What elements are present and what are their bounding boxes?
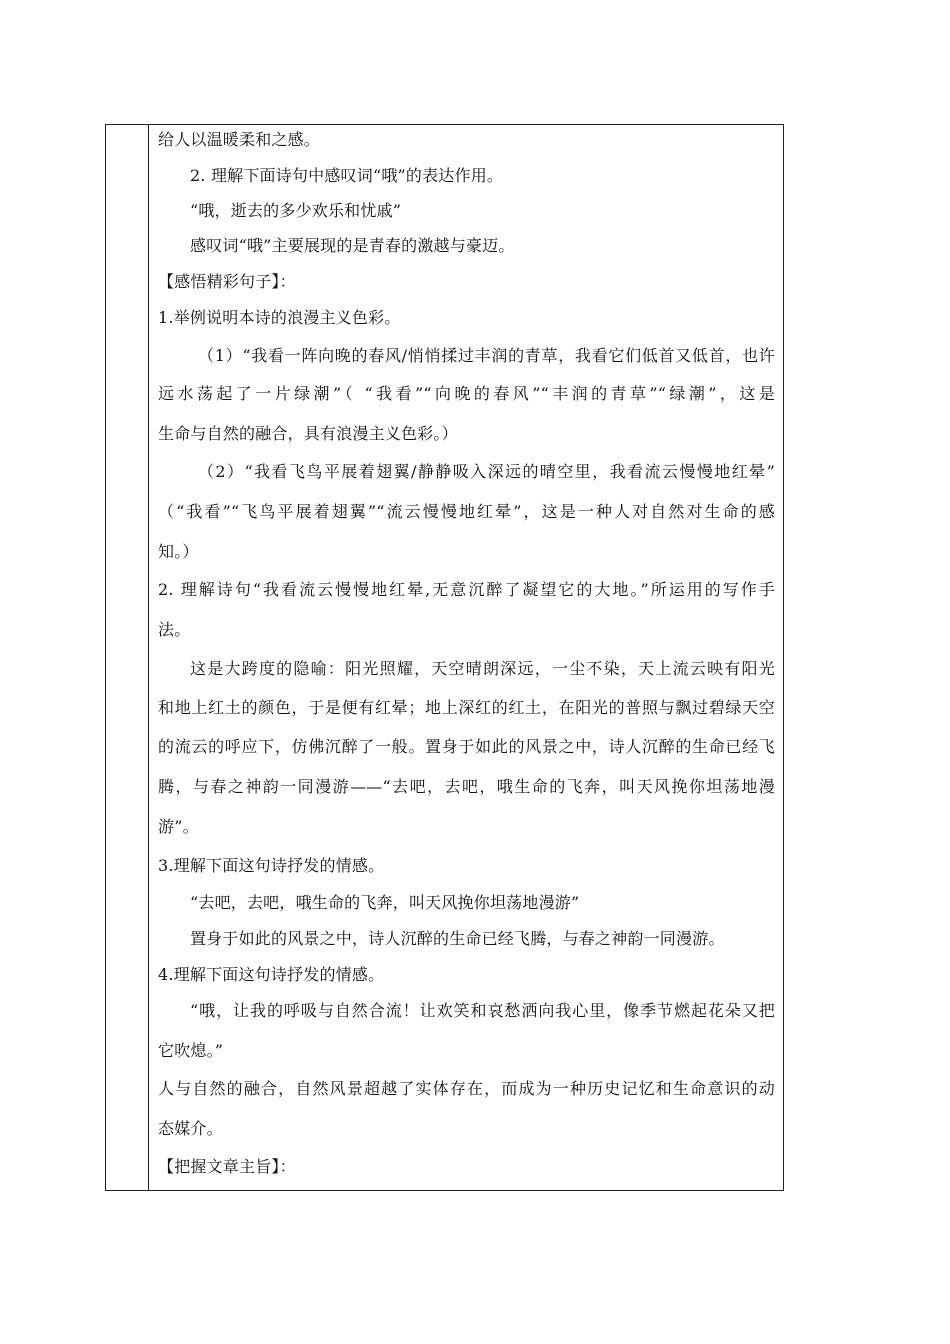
text-line: 人与自然的融合，自然风景超越了实体存在，而成为一种历史记忆和生命意识的动 (158, 1079, 775, 1098)
text-line: 知。） (158, 542, 199, 561)
text-line: 【把握文章主旨】： (158, 1157, 296, 1176)
text-line: 4.理解下面这句诗抒发的情感。 (158, 965, 385, 984)
text-line: 的流云的呼应下，仿佛沉醉了一般。置身于如此的风景之中，诗人沉醉的生命已经飞 (158, 737, 775, 756)
text-line: （2）“我看飞鸟平展着翅翼/静静吸入深远的晴空里，我看流云慢慢地红晕” (198, 462, 775, 481)
text-line: 感叹词“哦”主要展现的是青春的激越与豪迈。 (190, 236, 515, 255)
text-line: 远水荡起了一片绿潮”（ “我看”“向晚的春风”“丰润的青草”“绿潮”，这是 (158, 384, 775, 403)
text-line: 腾，与春之神韵一同漫游——“去吧，去吧，哦生命的飞奔，叫天风挽你坦荡地漫 (158, 777, 775, 796)
text-line: 这是大跨度的隐喻：阳光照耀，天空晴朗深远，一尘不染，天上流云映有阳光 (190, 659, 775, 678)
text-line: 它吹熄。” (158, 1041, 224, 1060)
text-line: 态媒介。 (158, 1119, 223, 1138)
content-table (105, 124, 784, 1191)
text-line: 2. 理解诗句“我看流云慢慢地红晕,无意沉醉了凝望它的大地。”所运用的写作手 (158, 580, 775, 599)
text-line: 置身于如此的风景之中，诗人沉醉的生命已经飞腾，与春之神韵一同漫游。 (190, 929, 725, 948)
text-line: 2. 理解下面诗句中感叹词“哦”的表达作用。 (190, 166, 504, 185)
text-line: “哦，让我的呼吸与自然合流！让欢笑和哀愁洒向我心里，像季节燃起花朵又把 (190, 1001, 775, 1020)
text-line: 生命与自然的融合，具有浪漫主义色彩。） (158, 424, 458, 443)
text-line: 和地上红土的颜色，于是便有红晕；地上深红的红土，在阳光的普照与飘过碧绿天空 (158, 698, 775, 717)
text-line: 【感悟精彩句子】： (158, 272, 296, 291)
column-divider (148, 125, 149, 1190)
text-line: “去吧，去吧，哦生命的飞奔，叫天风挽你坦荡地漫游” (190, 893, 580, 912)
text-line: 给人以温暖柔和之感。 (158, 130, 321, 149)
text-line: （“我看”“飞鸟平展着翅翼”“流云慢慢地红晕”，这是一种人对自然对生命的感 (158, 502, 775, 521)
text-line: （1）“我看一阵向晚的春风/悄悄揉过丰润的青草，我看它们低首又低首，也许 (198, 346, 775, 365)
text-line: “哦，逝去的多少欢乐和忧戚” (190, 201, 402, 220)
text-line: 3.理解下面这句诗抒发的情感。 (158, 856, 385, 875)
text-line: 法。 (158, 620, 191, 639)
text-line: 1.举例说明本诗的浪漫主义色彩。 (158, 308, 401, 327)
text-line: 游”。 (158, 817, 199, 836)
